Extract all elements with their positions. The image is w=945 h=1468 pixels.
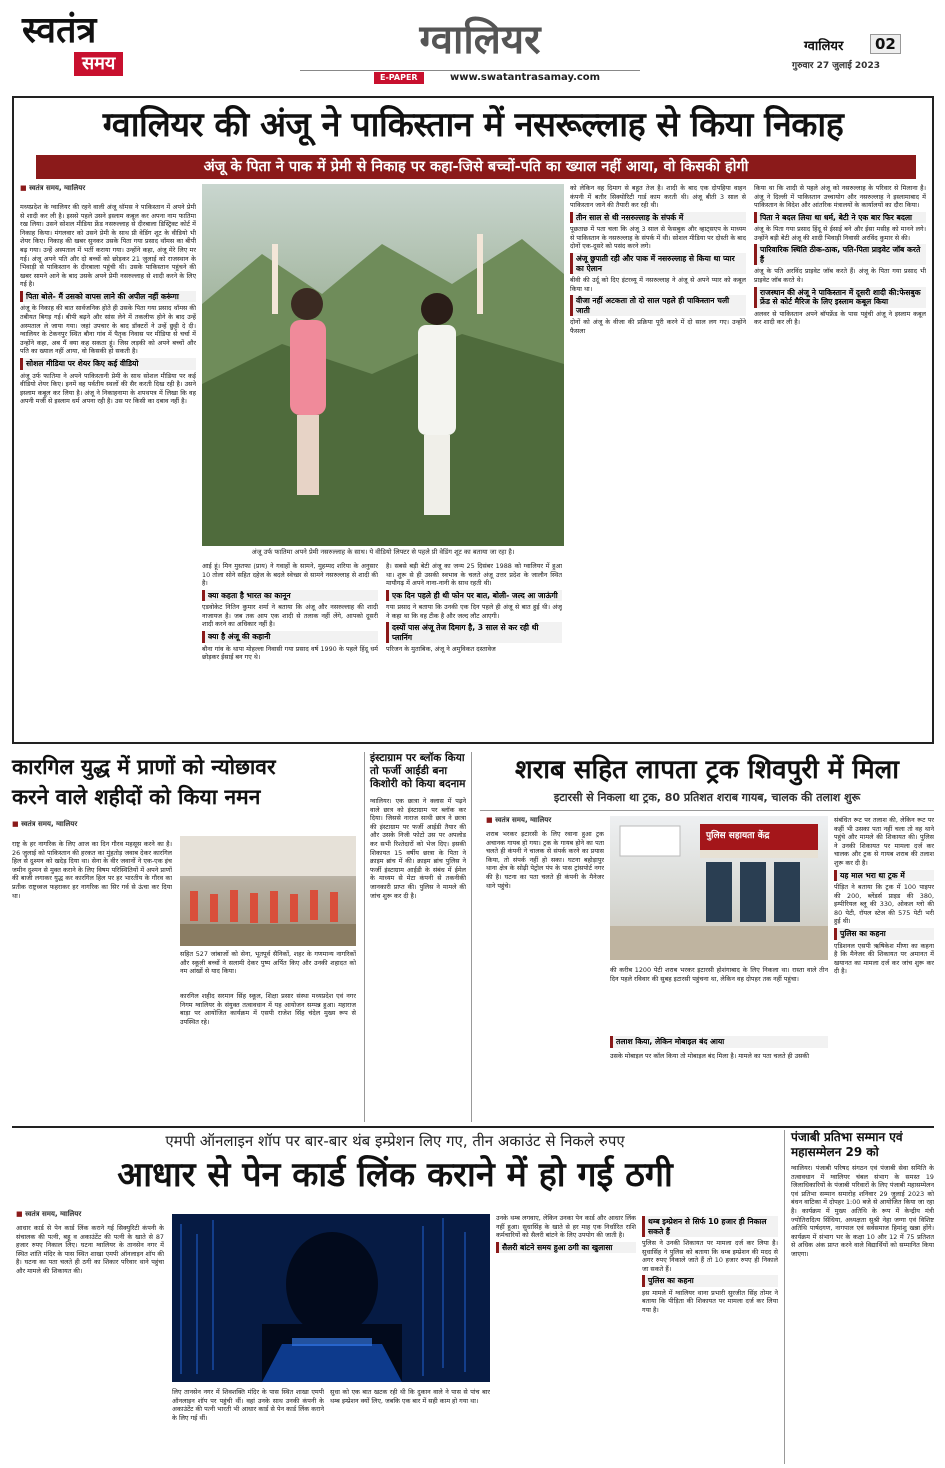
story4-sign-text: पुलिस सहायता केंद्र [706, 831, 770, 841]
story5-col2: लिए तानसेन नगर में शिवशक्ति मंदिर के पास स्थित शाखा एमपी ऑनलाइन शॉप पर पहुंची थीं। वहां उनके साथ उनकी कंपनी के अकाउंटेंट की पत्नी भारती भी आधार कार्ड से पेन कार्ड लिंक कराने के लिए गई थीं। [172, 1388, 324, 1422]
page-number: 02 [870, 34, 901, 54]
story-truck [480, 752, 934, 1122]
story1-col1-para2: अंजू के निकाह की बात सार्वजनिक होते ही उसके पिता गया प्रसाद थॉमस की तबीयत बिगड़ गई। बीपी बढ़ने और सांस लेने में तकलीफ होने के बाद उन्हें अस्पताल ले जाया गया। जहां उपचार के बाद डॉक्टरों ने उन्हें छुट्टी दे दी। ग्वालियर के टेकनपुर स्थित बौना गांव में पैतृक निवास पर मीडिया से चर्चा में उन्होंने कहा, अब मैं क्या कह सकता हूं। जिस लड़की को अपने बच्चों और पति का ख्याल नहीं आया, वो किसकी हो सकती है। [20, 304, 196, 356]
story4-col2: की करीब 1200 पेटी शराब भरकर इटारसी होशंगाबाद के लिए निकला था। रास्ता वाले तीन दिन पहले रविवार की सुबह इटारसी पहुंचना था, लेकिन वह दोपहर तक नहीं पहुंचा। [610, 966, 828, 983]
story2-col1: राष्ट्र के हर नागरिक के लिए आज का दिन गौरव महसूस करने का है। 26 जुलाई को पाकिस्तान की हरकत का मुंहतोड़ जवाब देकर कारगिल हिल से दुश्मन को खदेड़ दिया था। सेना के वीर जवानों ने एक-एक इंच जमीन दुश्मन से मुक्त कराने के लिए विषम परिस्थितियों में अपने प्राणों की बाजी लगाकर युद्ध कर कारगिल हिल पर हर भारतीय के गौरव का प्रतीक राष्ट्रध्वज फहराकर हर नागरिक का सिर गर्व से ऊंचा कर दिया था। [12, 840, 172, 900]
story4-headline: शराब सहित लापता ट्रक शिवपुरी में मिला [514, 755, 900, 785]
story1-col3 [386, 562, 562, 740]
story6-body: ग्वालियर। पंजाबी परिषद संगठन एवं पंजाबी सेवा समिति के तत्वावधान में ग्वालियर चंबल संभाग के समस्त 19 जिलाधिकारियों के पंजाबी परिवारों के लिए पंजाबी महासम्मेलन एवं प्रतिभा सम्मान समारोह शनिवार 29 जुलाई 2023 को बंधन वाटिका में दोपहर 1:00 बजे से आयोजित किया जा रहा है। कार्यक्रम में मुख्य अतिथि के रूप में केन्द्रीय मंत्री ज्योतिरादित्य सिंधिया, अध्यक्षता सुश्री नेहा जग्गा एवं विशिष्ट अतिथि पार्षदगण, नागपाल एवं सर्वसमाज हिमांशु खन्ना होंगे। कार्यक्रम में संभाग भर के कक्षा 10 और 12 में 75 प्रतिशत से अधिक अंक प्राप्त करने वाले विद्यार्थियों को सम्मानित किया जाएगा। [791, 1164, 934, 1258]
story1-col4-sub3: वीजा नहीं अटकता तो दो साल पहले ही पाकिस्तान चली जाती [570, 295, 746, 316]
story1-photo-caption: अंजू उर्फ फातिमा अपने प्रेमी नसरुल्लाह के साथ। ये वीडियो लिफ्टर से पहले प्री वेडिंग शूट का बताया जा रहा है। [202, 548, 564, 556]
story5-col1: आधार कार्ड से पेन कार्ड लिंक कराने गई सिक्युरिटी कंपनी के संचालक की पत्नी, बहू व अकाउंटेंट की पत्नी के खाते से 87 हजार रुपए निकाल लिए। घटना ग्वालियर के तानसेन नगर में स्थित शांति मंदिर के पास स्थित शाखा एमपी ऑनलाइन शॉप की है। घटना का पता चलते ही ठगी का शिकार परिवार थाने पहुंचा और मामले की शिकायत की। [16, 1224, 164, 1275]
city-title: ग्वालियर [419, 16, 541, 63]
story4-photo [610, 816, 828, 960]
story5-sub2: थम्ब इम्प्रेशन से सिर्फ 10 हजार ही निकाल सकते हैं [642, 1216, 778, 1237]
story4-rule [480, 810, 934, 811]
story1-col4-para4: दोनों को अंजू के वीजा की प्रक्रिया पूरी करने में दो साल लग गए। उन्होंने फैसला [570, 318, 746, 335]
story1-col1-para1: मध्यप्रदेश के ग्वालियर की रहने वाली अंजू थॉमस ने पाकिस्तान में अपने प्रेमी से शादी कर ली है। इससे पहले उसने इस्लाम कबूल कर अपना नाम फातिमा रख लिया। उसने सोशल मीडिया फ्रेंड नसरुल्लाह से दीरबाला डिस्ट्रिक्ट कोर्ट में निकाह किया। मंगलवार को उसने प्रेमी के साथ प्री वेडिंग शूट के वीडियो भी शेयर किए। निकाह की खबर सुनकर उसके पिता गया प्रसाद थॉमस का बीपी बढ़ गया। उन्हें अस्पताल में भर्ती कराया गया। उन्होंने कहा, अंजू मेरे लिए मर गई। अंजू अपने पति और दो बच्चों को छोड़कर 21 जुलाई को राजस्थान के भिवाड़ी से पाकिस्तान के दीरबाला पहुंची थी। उसके पाकिस्तान पहुंचने की खबर सामने आने के बाद उसके अपने प्रेमी नसरुल्लाह से शादी करने के लिए गई है। [20, 203, 196, 289]
story1-col5-para4: अलवर से पाकिस्तान अपने बॉयफ्रेंड के पास पहुंची अंजू ने इस्लाम कबूल कर शादी कर ली है। [754, 309, 926, 327]
story4-sub3: पुलिस का कहना [834, 928, 934, 940]
story2-headline-line2: करने वाले शहीदों को किया नमन [12, 785, 261, 809]
story5-headline: आधार से पेन कार्ड लिंक कराने में हो गई ठगी [117, 1155, 673, 1195]
story1-col2 [202, 562, 378, 740]
story4-byline: ■ स्वतंत्र समय, ग्वालियर [486, 816, 551, 825]
story1-col1-sub1: पिता बोले- मैं उसको वापस लाने की अपील नहीं करूंगा [20, 291, 196, 303]
story-kargil [12, 752, 358, 1122]
story2-photo-caption: सहित 527 जांबाजों को सेना, भूतपूर्व सैनिकों, शहर के गणमान्य नागरिकों और स्कूली बच्चों ने सलामी देकर पुष्प अर्पित किए और उनकी शहादत को नम आंखों से याद किया। [180, 950, 356, 976]
story4-col1: शराब भरकर इटारसी के लिए रवाना हुआ ट्रक अचानक गायब हो गया। ट्रक के गायब होने का पता चलते ही कंपनी ने चालक से संपर्क करने का प्रयास किया, तो संपर्क नहीं हो सका। घटना बहोड़ापुर थाना क्षेत्र के सोढ़ी पेट्रोल पंप के पास ट्रांसपोर्ट नगर की है। घटना का पता चलते ही कंपनी के मैनेजर थाने पहुंचे। [486, 830, 604, 890]
story2-byline: ■ स्वतंत्र समय, ग्वालियर [12, 820, 358, 829]
story4-col3-para2: पीड़ित ने बताया कि ट्रक में 100 पाइपर की 200, ब्लेंडर्स प्राइड की 380, इम्पीरियल ब्लू की 330, ओकल ग्लो की 80 पेटी, रॉयल स्टेज की 575 पेटी भरी हुई थी। [834, 883, 934, 926]
website-link[interactable]: www.swatantrasamay.com [450, 72, 601, 83]
story3-headline: इंस्टाग्राम पर ब्लॉक किया तो फर्जी आईडी बना किशोरी को किया बदनाम [370, 752, 466, 790]
story4-col3-para1: संबंधित रूट पर तलाश की, लेकिन रूट पर कहीं भी उसका पता नहीं चला तो वह थाने पहुंचे और मामले की शिकायत की। पुलिस ने उनकी शिकायत पर मामला दर्ज कर चालक और ट्रक से गायब शराब की तलाश शुरू कर दी है। [834, 816, 934, 867]
story2-photo-art [180, 836, 356, 946]
story3-body: ग्वालियर। एक छात्रा ने क्लास में पढ़ने वाले छात्र को इंस्टाग्राम पर ब्लॉक कर दिया। जिससे नाराज साथी छात्र ने छात्रा की इंस्टाग्राम पर फर्जी आईडी तैयार की और उसके निजी फोटो उस पर अपलोड कर सभी रिश्तेदारों को भेज दिए। इसकी शिकायत 15 वर्षीय छात्रा के पिता ने क्राइम ब्रांच में की। क्राइम ब्रांच पुलिस ने फर्जी इंस्टाग्राम आईडी के संबंध में ईमेल के माध्यम से मेटा कंपनी से तकनीकी जानकारी प्राप्त की। पुलिस ने मामले की जांच शुरू कर दी है। [370, 797, 466, 900]
story4-col2b: उसके मोबाइल पर कॉल किया तो मोबाइल बंद मिला है। मामले का पता चलते ही उसकी [610, 1052, 809, 1060]
story6-headline: पंजाबी प्रतिभा सम्मान एवं महासम्मेलन 29 को [791, 1130, 903, 1159]
story1-col4-sub: तीन साल से थी नसरुल्लाह के संपर्क में [570, 212, 746, 224]
story1-col2-para2: एडवोकेट नितिन कुमार शर्मा ने बताया कि अंजू और नसरुल्लाह की शादी नाजायज है। जब तक आप एक शादी से तलाक नहीं लेंगे, आपको दूसरी शादी करने का अधिकार नहीं है। [202, 603, 378, 629]
logo-top-text: स्वतंत्र [22, 9, 97, 51]
story1-col1-sub2: सोशल मीडिया पर शेयर किए कई वीडियो [20, 358, 196, 370]
story-anju [12, 96, 934, 744]
story5-strap: एमपी ऑनलाइन शॉप पर बार-बार थंब इम्प्रेशन लिए गए, तीन अकाउंट से निकले रुपए [165, 1132, 625, 1150]
story1-col3-para1: है। सबसे बड़ी बेटी अंजू का जन्म 25 दिसंबर 1988 को ग्वालियर में हुआ था। शुरू से ही उसकी स्वभाव के चलते अंजू उत्तर प्रदेश के जालौन स्थित मायौगढ़ में अपने नाना-नानी के साथ रहती थी। [386, 562, 562, 588]
story4-col3-para3: एडिशनल एसपी ऋषिकेश मीणा का कहना है कि मैनेजर की शिकायत पर अमानत में खयानत का मामला दर्ज कर जांच शुरू कर दी है। [834, 941, 934, 976]
story5-col4 [496, 1214, 636, 1460]
story1-col4 [570, 184, 746, 740]
story1-col3-sub2: दस्यों पास अंजू तेज दिमाग है, 3 साल से कर रही थी प्लानिंग [386, 622, 562, 643]
section-rule [12, 1126, 934, 1128]
story1-col5-para2: अंजू के पिता गया प्रसाद हिंदू से ईसाई बने और ईसा मसीह को मानने लगे। उन्होंने बड़ी बेटी अंजू की शादी भिवाड़ी निवासी अरविंद कुमार से की। [754, 225, 926, 242]
story5-col3: सुधा को एक बात खटक रही थी कि दुकान वाले ने पास से पांच बार थम्ब इम्प्रेशन क्यों लिए, जबकि एक बार में सही काम हो गया था। [330, 1388, 490, 1405]
story1-col1-para3: अंजू उर्फ फातिमा ने अपने पाकिस्तानी प्रेमी के साथ सोशल मीडिया पर कई वीडियो शेयर किए। इनमें वह पर्वतीय स्थलों की सैर करती दिख रही है। उसने इस्लाम कबूल कर लिया है। अंजू ने निकाहनामा के शपथपत्र में लिखा कि वह अपनी मर्जी से इस्लाम धर्म अपना रही है। उस पर किसी का दबाव नहीं है। [20, 371, 196, 406]
story1-col2-para3: बौना गांव के थापा मोहल्ला निवासी गया प्रसाद वर्ष 1990 के पहले हिंदू धर्म छोड़कर ईसाई बन गए थे। [202, 644, 378, 662]
story2-photo [180, 836, 356, 946]
story1-col5-para1: किया था कि शादी से पहले अंजू को नसरुल्लाह के परिवार से मिलाना है। अंजू ने दिल्ली में पाकिस्तान उच्चायोग और नसरुल्लाह ने इस्लामाबाद में पाकिस्तान के विदेश और आंतरिक मंत्रालयों के कार्यालयों का दौरा किया। [754, 184, 926, 210]
story1-col2-sub2: क्या है अंजू की कहानी [202, 631, 378, 643]
story4-strap: इटारसी से निकला था ट्रक, 80 प्रतिशत शराब गायब, चालक की तलाश शुरू [553, 791, 861, 804]
story-instagram [364, 752, 472, 1122]
story1-col5-para3: अंजू के पति अरविंद प्राइवेट जॉब करते हैं। अंजू के पिता गया प्रसाद भी प्राइवेट जॉब करते थे। [754, 267, 926, 285]
story4-col3 [834, 816, 934, 1120]
story1-col4-sub2: अंजू छुपाती रही और पाक में नसरुल्लाह से किया था प्यार का ऐलान [570, 253, 746, 274]
story1-col5-sub2: पारिवारिक स्थिति ठीक-ठाक, पति-पिता प्राइवेट जॉब करते हैं [754, 244, 926, 265]
story1-photo-art [202, 184, 564, 546]
story1-col3-sub: एक दिन पहले ही थी फोन पर बात, बोली- जल्द आ जाऊंगी [386, 590, 562, 602]
edition-name: ग्वालियर [804, 39, 844, 54]
masthead [0, 0, 945, 90]
story1-col4-para3: बीवी की उर्दू को दिए इंटरव्यू में नसरुल्लाह ने अंजू से अपने प्यार को कबूल किया था। [570, 276, 746, 293]
story5-sub3: पुलिस का कहना [642, 1275, 778, 1287]
story-aadhaar [12, 1130, 778, 1464]
story1-col3-para3: परिजन के मुताबिक, अंजू ने अमुविकत दस्तावेज [386, 645, 496, 654]
story1-col5-sub: पिता ने बदल लिया था धर्म, बेटी ने एक बार फिर बदला [754, 212, 926, 224]
story1-col4-para1: को लेकिन वह दिमाग से बहुत तेज है। शादी के बाद एक दोपहिया वाहन कंपनी में बतौर सिक्योरिटी गार्ड काम करती थी। अंजू बीती 3 साल से पाकिस्तान जाने की तैयारी कर रही थी। [570, 184, 746, 210]
story1-byline: ■ स्वतंत्र समय, ग्वालियर [20, 184, 196, 193]
story4-sub2: यह माल भरा था ट्रक में [834, 870, 934, 882]
logo [22, 10, 132, 82]
story5-sub: सैलरी बांटने समय हुआ ठगी का खुलासा [496, 1242, 636, 1254]
story5-col5-para2: इस मामले में ग्वालियर थाना प्रभारी सुरजीत सिंह तोमर ने बताया कि पीड़िता की शिकायत पर मामला दर्ज कर लिया गया है। [642, 1288, 778, 1315]
story5-byline: ■ स्वतंत्र समय, ग्वालियर [16, 1210, 81, 1219]
story-punjabi [784, 1130, 934, 1464]
story5-col5-para1: पुलिस ने उनकी शिकायत पर मामला दर्ज कर लिया है। सुधासिंह ने पुलिस को बताया कि थम्ब इम्प्रेशन की मदद से अगर रुपए निकाले जाते हैं तो 10 हजार रुपए ही निकाले जा सकते हैं। [642, 1239, 778, 1273]
story5-col4-para1: उनके थम्ब लगवाए, लेकिन उनका पेन कार्ड और आधार लिंक नहीं हुआ। सुधासिंह के खाते से हर माह एक निर्धारित राशि कर्मचारियों को सैलरी बांटने के लिए उपयोग की जाती है। [496, 1214, 636, 1240]
story5-photo [172, 1214, 490, 1382]
story4-sub: तलाश किया, लेकिन मोबाइल बंद आया [610, 1036, 828, 1048]
date-text: गुरुवार 27 जुलाई 2023 [792, 61, 880, 71]
story5-photo-art [172, 1214, 490, 1382]
story1-headline: ग्वालियर की अंजू ने पाकिस्तान में नसरूल्लाह से किया निकाह [102, 105, 844, 145]
story1-col3-para2: गया प्रसाद ने बताया कि उनकी एक दिन पहले ही अंजू से बात हुई थी। अंजू ने कहा था कि वह टीक है और जल्द लौट आएगी। [386, 603, 562, 620]
epaper-bar [300, 70, 640, 84]
story2-col2: कारगिल शहीद सरमान सिंह स्कूल, शिक्षा प्रसार संस्था मध्यप्रदेश एवं नगर निगम ग्वालियर के संयुक्त तत्वावधान में यह आयोजन सम्पन्न हुआ। महाराज बाड़ा पर आयोजित कार्यक्रम में एसपी राजेश सिंह चंदेल मुख्य रूप से उपस्थित रहे। [180, 992, 356, 1026]
story1-col5-sub3: राजस्थान की अंजू ने पाकिस्तान में दूसरी शादी की:फेसबुक फ्रेंड से कोर्ट मैरिज के लिए इस्लाम कबूल किया [754, 287, 926, 308]
story2-headline-line1: कारगिल युद्ध में प्राणों को न्योछावर [12, 755, 276, 779]
epaper-label: E-PAPER [374, 72, 424, 84]
story1-col2-sub: क्या कहता है भारत का कानून [202, 590, 378, 602]
logo-bottom-text: समय [74, 52, 123, 76]
story1-col1 [20, 184, 196, 740]
story1-col5 [754, 184, 926, 740]
story1-col2-para1: आई हूं। मिन मुस्तफा (प्राय) ने गवाहों के सामने, मुहम्मद शरिया के अनुसार 10 तोला सोने सहित दहेज के बदले स्वेच्छा से सामने नसरुल्लाह से शादी की है। [202, 562, 378, 588]
edition-box [790, 34, 920, 74]
story1-col4-para2: पूछताछ में पता चला कि अंजू 3 साल से फेसबुक और व्हाट्सएप के माध्यम से पाकिस्तान के नसरुल्लाह के संपर्क में थी। सोशल मीडिया पर दोस्ती के बाद दोनों एक-दूसरे को पसंद करने लगे। [570, 225, 746, 251]
story1-photo [202, 184, 564, 546]
story5-col5 [642, 1214, 778, 1460]
story1-strap: अंजू के पिता ने पाक में प्रेमी से निकाह पर कहा-जिसे बच्चों-पति का ख्याल नहीं आया, वो किसकी होगी [36, 155, 916, 179]
